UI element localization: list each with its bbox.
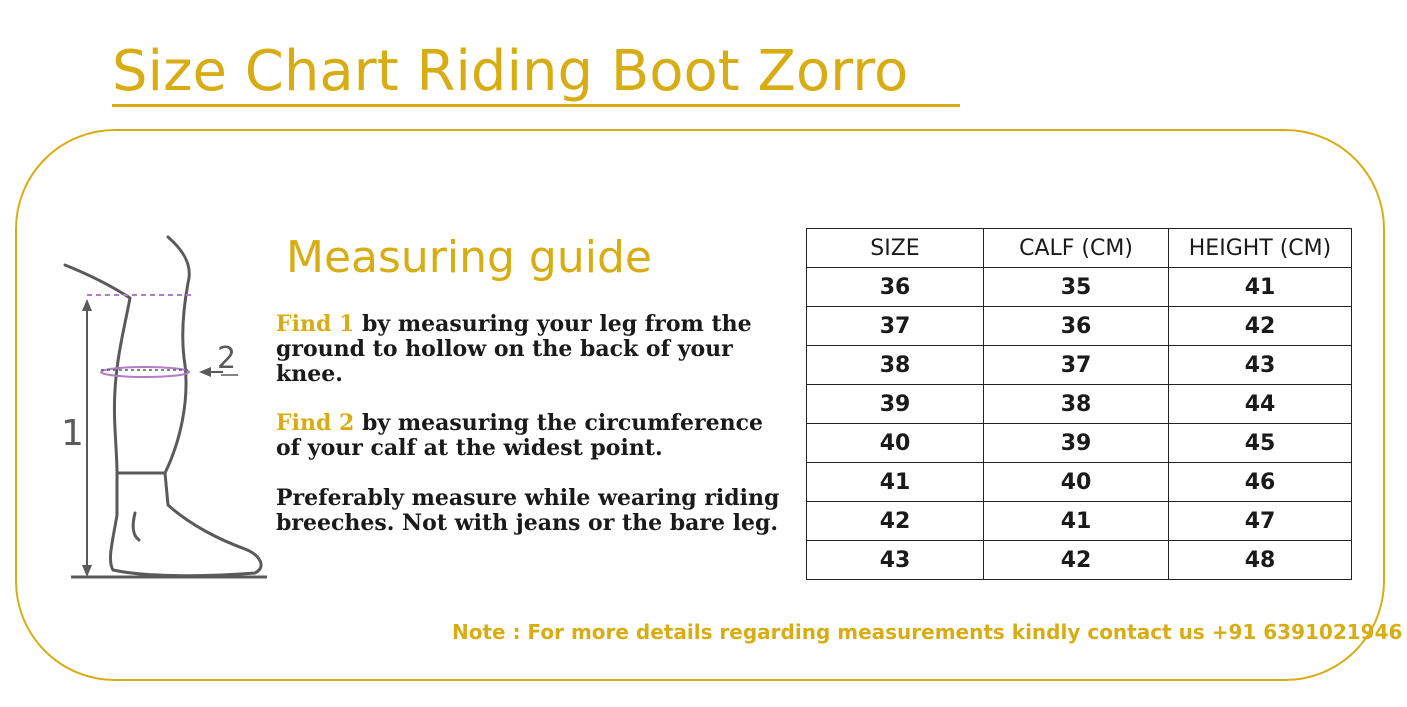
find-1-instruction xyxy=(276,312,786,387)
cell-height: 41 xyxy=(1169,268,1352,307)
cell-size: 43 xyxy=(807,541,984,580)
header-calf: CALF (CM) xyxy=(984,229,1169,268)
table-row xyxy=(807,502,1352,541)
cell-size: 41 xyxy=(807,463,984,502)
table-row xyxy=(807,346,1352,385)
table-row xyxy=(807,385,1352,424)
header-size: SIZE xyxy=(807,229,984,268)
cell-calf: 38 xyxy=(984,385,1169,424)
cell-size: 39 xyxy=(807,385,984,424)
table-header-row xyxy=(807,229,1352,268)
table-row xyxy=(807,307,1352,346)
contact-note: Note : For more details regarding measurements kindly contact us +91 6391021946 xyxy=(452,620,1403,644)
cell-size: 36 xyxy=(807,268,984,307)
table-row xyxy=(807,268,1352,307)
find-2-label: Find 2 xyxy=(276,410,355,436)
cell-size: 37 xyxy=(807,307,984,346)
cell-size: 38 xyxy=(807,346,984,385)
cell-size: 40 xyxy=(807,424,984,463)
cell-calf: 39 xyxy=(984,424,1169,463)
cell-calf: 35 xyxy=(984,268,1169,307)
cell-calf: 36 xyxy=(984,307,1169,346)
cell-size: 42 xyxy=(807,502,984,541)
measuring-tip: Preferably measure while wearing riding breeches. Not with jeans or the bare leg. xyxy=(276,485,780,536)
table-row xyxy=(807,463,1352,502)
cell-calf: 37 xyxy=(984,346,1169,385)
find-2-text: by measuring the circumference of your calf at the widest point. xyxy=(276,410,763,461)
find-1-text: by measuring your leg from the ground to hollow on the back of your knee. xyxy=(276,311,752,387)
header-height: HEIGHT (CM) xyxy=(1169,229,1352,268)
cell-height: 45 xyxy=(1169,424,1352,463)
table-row xyxy=(807,541,1352,580)
find-2-instruction xyxy=(276,411,786,461)
diagram-label-1: 1 xyxy=(61,413,84,454)
size-table xyxy=(806,228,1352,580)
leg-measurement-diagram xyxy=(55,215,280,590)
cell-height: 44 xyxy=(1169,385,1352,424)
cell-calf: 42 xyxy=(984,541,1169,580)
cell-height: 47 xyxy=(1169,502,1352,541)
cell-height: 43 xyxy=(1169,346,1352,385)
cell-calf: 41 xyxy=(984,502,1169,541)
diagram-label-2: 2 xyxy=(217,341,237,376)
cell-height: 42 xyxy=(1169,307,1352,346)
table-row xyxy=(807,424,1352,463)
measuring-guide-heading: Measuring guide xyxy=(286,232,652,283)
title-underline xyxy=(112,104,960,107)
cell-height: 48 xyxy=(1169,541,1352,580)
cell-calf: 40 xyxy=(984,463,1169,502)
find-1-label: Find 1 xyxy=(276,311,355,337)
page-title: Size Chart Riding Boot Zorro xyxy=(112,39,927,104)
cell-height: 46 xyxy=(1169,463,1352,502)
